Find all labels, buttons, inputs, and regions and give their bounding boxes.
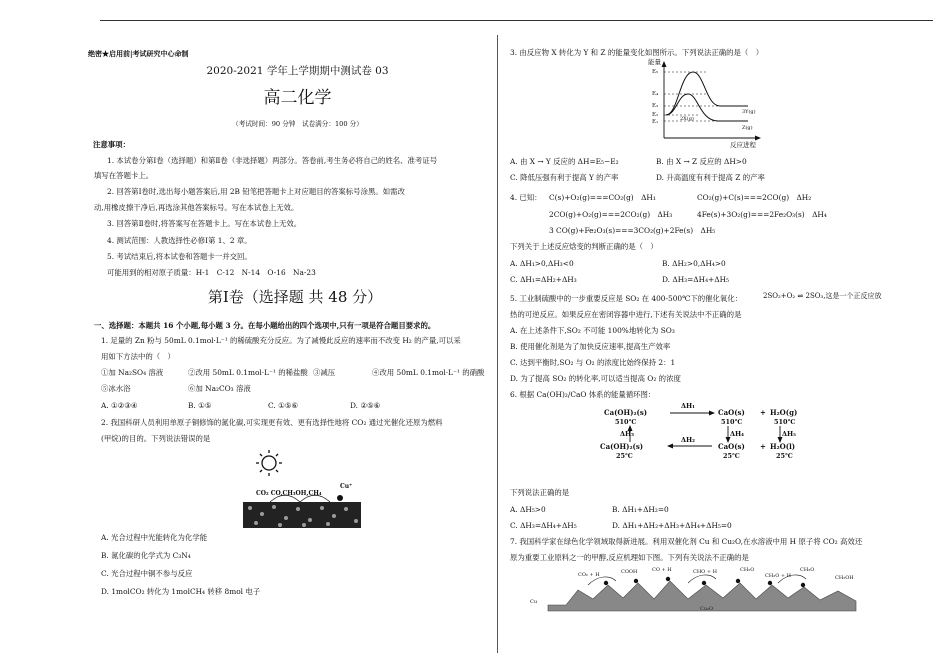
energy-axis-label: 能量 — [648, 58, 661, 66]
q3-stem: 3. 由反应物 X 转化为 Y 和 Z 的能量变化如图所示。下列说法正确的是（ ） — [510, 48, 764, 57]
q1-option: ⑥加 Na₂CO₃ 溶液 — [188, 384, 251, 393]
cycle-species: CaO(s) — [718, 408, 745, 417]
note-line: 3. 回答第Ⅱ卷时,将答案写在答题卡上。写在本试卷上无效。 — [107, 219, 302, 228]
cycle-species: Ca(OH)₂(s) — [600, 442, 644, 451]
cycle-species: CaO(s) — [718, 442, 745, 451]
q1-choice-b: B. ①⑤ — [188, 401, 212, 410]
q6-choice-a: A. ΔH₅>0 — [510, 505, 546, 514]
note-line: 动,用橡皮擦干净后,再选涂其他答案标号。写在本试卷上无效。 — [94, 203, 299, 212]
q5-stem: 热的可逆反应。如果反应在密闭容器中进行,下述有关说法中不正确的是 — [510, 310, 742, 319]
cycle-species: H₂O(l) — [770, 442, 796, 451]
q4-equation: 4Fe(s)+3O₂(g)===2Fe₂O₃(s) ΔH₄ — [697, 210, 827, 219]
cycle-species: H₂O(g) — [770, 408, 798, 417]
note-line: 2. 回答第Ⅰ卷时,选出每小题答案后,用 2B 铅笔把答题卡上对应题目的答案标号涂黑。如需改 — [107, 187, 405, 196]
sun-icon — [256, 450, 282, 476]
mech-label: CO₂ + H — [578, 572, 600, 578]
figure-molecules-label: CO₂ CO,CH₃OH,CH₄ — [256, 490, 322, 497]
mech-label: CH₂O + H — [765, 573, 792, 579]
reaction-axis-label: 反应进程 — [730, 141, 756, 149]
q1-option: ④改用 50mL 0.1mol·L⁻¹ 的硝酸 — [372, 368, 485, 377]
figure-cu-label: Cu⁺ — [340, 483, 353, 490]
exam-info: （考试时间：90 分钟 试卷满分：100 分） — [232, 120, 363, 128]
cycle-temp: 25℃ — [776, 452, 793, 460]
cycle-dh: ΔH₁ — [681, 402, 696, 410]
q4-question: 下列关于上述反应焓变的判断正确的是（ ） — [510, 242, 658, 251]
q5-choice-c: C. 达到平衡时,SO₂ 与 O₂ 的浓度比始终保持 2：1 — [510, 358, 676, 367]
q4-stem: 4. 已知： — [510, 193, 542, 202]
q1-stem: 用如下方法中的（ ） — [101, 352, 175, 361]
cycle-plus: + — [760, 408, 766, 417]
cycle-temp: 510℃ — [774, 418, 796, 426]
level-label: E₃ — [652, 103, 659, 109]
cycle-temp: 25℃ — [723, 452, 740, 460]
q4-equation: C(s)+O₂(g)===CO₂(g) ΔH₁ — [549, 193, 656, 202]
q5-equation: 2SO₂+O₂ ⇌ 2SO₃,这是一个正反应放 — [763, 292, 882, 300]
q4-equation: 2CO(g)+O₂(g)===2CO₂(g) ΔH₃ — [549, 210, 673, 219]
cycle-plus: + — [760, 442, 766, 451]
q2-choice-d: D. 1molCO₂ 转化为 1molCH₄ 转移 8mol 电子 — [101, 587, 261, 596]
q2-stem: 2. 我国科研人员利用单原子铜修饰的氮化碳,可实现更有效、更有选择性地将 CO₂ 通过光催化还原为燃料 — [101, 418, 443, 427]
mech-label: Cu — [530, 599, 538, 605]
cycle-temp: 510℃ — [721, 418, 743, 426]
mech-label: CO + H — [652, 567, 672, 573]
cycle-species: Ca(OH)₂(s) — [604, 408, 648, 417]
level-label: E₁ — [652, 119, 659, 125]
q5-choice-b: B. 使用催化剂是为了加快反应速率,提高生产效率 — [510, 342, 671, 351]
species-label: Z(g) — [742, 125, 753, 131]
mech-label: CH₃O — [800, 567, 815, 573]
q2-choice-c: C. 光合过程中铜不参与反应 — [101, 569, 193, 578]
notes-heading: 注意事项： — [93, 140, 130, 149]
q6-question: 下列说法正确的是 — [510, 488, 570, 497]
q4-choice-a: A. ΔH₁>0,ΔH₃<0 — [510, 259, 574, 268]
q5-choice-a: A. 在上述条件下,SO₂ 不可能 100%地转化为 SO₃ — [510, 326, 675, 335]
q1-option: ①加 Na₂SO₄ 溶液 — [101, 368, 164, 377]
q1-choice-c: C. ①⑤⑥ — [268, 401, 298, 410]
note-line: 4. 测试范围：人教选择性必修Ⅰ第 1、2 章。 — [107, 236, 252, 245]
q3-choice-d: D. 升高温度有利于提高 Z 的产率 — [656, 173, 765, 182]
mech-label: Cu₂O — [700, 606, 714, 612]
q5-stem: 5. 工业制硫酸中的一步重要反应是 SO₂ 在 400-500℃下的催化氧化： — [510, 294, 743, 303]
q1-choice-a: A. ①②③④ — [101, 401, 138, 410]
cycle-dh: ΔH₄ — [730, 430, 745, 438]
cycle-dh: ΔH₃ — [620, 430, 635, 438]
note-line: 填写在答题卡上。 — [94, 171, 154, 180]
q1-option: ③减压 — [313, 368, 336, 377]
q6-choice-d: D. ΔH₁+ΔH₂+ΔH₃+ΔH₄+ΔH₅=0 — [612, 521, 732, 530]
q2-choice-a: A. 光合过程中光能转化为化学能 — [101, 533, 208, 542]
level-label: E₂ — [652, 112, 659, 118]
top-rule — [100, 20, 933, 21]
q1-choice-d: D. ②⑤⑥ — [350, 401, 381, 410]
q1-stem: 1. 足量的 Zn 粉与 50mL 0.1mol·L⁻¹ 的稀硫酸充分反应。为了减慢此反应的速率而不改变 H₂ 的产量,可以采 — [101, 336, 461, 345]
level-label: E₅ — [652, 69, 659, 75]
mech-label: CHO + H — [693, 569, 718, 575]
species-label: 2X(g) — [680, 116, 694, 122]
q2-choice-b: B. 氮化碳的化学式为 C₃N₄ — [101, 551, 191, 560]
q4-choice-d: D. ΔH₃=ΔH₄+ΔH₅ — [662, 275, 729, 284]
q4-equation: CO₂(g)+C(s)===2CO(g) ΔH₂ — [697, 193, 812, 202]
level-label: E₄ — [652, 91, 659, 97]
mech-label: CH₂O — [740, 567, 755, 573]
note-line: 1. 本试卷分第Ⅰ卷（选择题）和第Ⅱ卷（非选择题）两部分。答卷前,考生务必将自己的姓名、准考证号 — [107, 156, 438, 165]
q7-stem: 7. 我国科学家在绿色化学领域取得新进展。利用双催化剂 Cu 和 Cu₂O,在水溶液中用 H 原子将 CO₂ 高效还 — [510, 537, 863, 546]
section-instruction: 一、选择题：本题共 16 个小题,每小题 3 分。在每小题给出的四个选项中,只有一项是符合题目要求的。 — [94, 321, 436, 330]
q4-choice-c: C. ΔH₁=ΔH₂+ΔH₃ — [510, 275, 577, 284]
q3-choice-a: A. 由 X → Y 反应的 ΔH=E₅−E₂ — [510, 157, 619, 166]
exam-title: 2020-2021 学年上学期期中测试卷 03 — [206, 65, 389, 77]
column-divider — [497, 35, 498, 653]
subject-title: 高二化学 — [263, 88, 332, 108]
q6-choice-b: B. ΔH₁+ΔH₂=0 — [612, 505, 669, 514]
energy-diagram — [648, 58, 768, 150]
mech-label: COOH — [621, 569, 638, 575]
species-label: 3Y(g) — [742, 109, 756, 115]
note-line: 5. 考试结束后,将本试卷和答题卡一并交回。 — [107, 252, 252, 261]
q4-choice-b: B. ΔH₂>0,ΔH₄>0 — [662, 259, 726, 268]
cycle-dh: ΔH₂ — [681, 436, 696, 444]
cycle-temp: 25℃ — [616, 452, 633, 460]
q5-choice-d: D. 为了提高 SO₂ 的转化率,可以适当提高 O₂ 的浓度 — [510, 374, 681, 383]
q7-stem: 原为重要工业原料之一的甲醇,反应机理如下图。下列有关说法不正确的是 — [510, 553, 749, 562]
note-line: 可能用到的相对原子质量：H-1 C-12 N-14 O-16 Na-23 — [107, 268, 316, 277]
q3-choice-b: B. 由 X → Z 反应的 ΔH>0 — [656, 157, 747, 166]
q2-stem: (甲烷)的目的。下列说法错误的是 — [101, 434, 211, 443]
q3-choice-c: C. 降低压强有利于提高 Y 的产率 — [510, 173, 619, 182]
q6-stem: 6. 根据 Ca(OH)₂/CaO 体系的能量循环图： — [510, 390, 656, 399]
q1-option: ⑤冰水浴 — [101, 384, 131, 393]
secret-label: 绝密★启用前|考试研究中心命制 — [88, 49, 189, 58]
q4-equation: 3 CO(g)+Fe₂O₃(s)===3CO₂(g)+2Fe(s) ΔH₅ — [549, 226, 716, 235]
cycle-temp: 510℃ — [615, 418, 637, 426]
carbon-nitride-lattice — [243, 495, 361, 528]
section-title: 第Ⅰ卷（选择题 共 48 分） — [207, 288, 383, 306]
q1-option: ②改用 50mL 0.1mol·L⁻¹ 的稀盐酸 — [188, 368, 308, 377]
mech-label: CH₃OH — [835, 575, 854, 581]
cycle-dh: ΔH₅ — [782, 430, 797, 438]
q6-choice-c: C. ΔH₃=ΔH₄+ΔH₅ — [510, 521, 577, 530]
